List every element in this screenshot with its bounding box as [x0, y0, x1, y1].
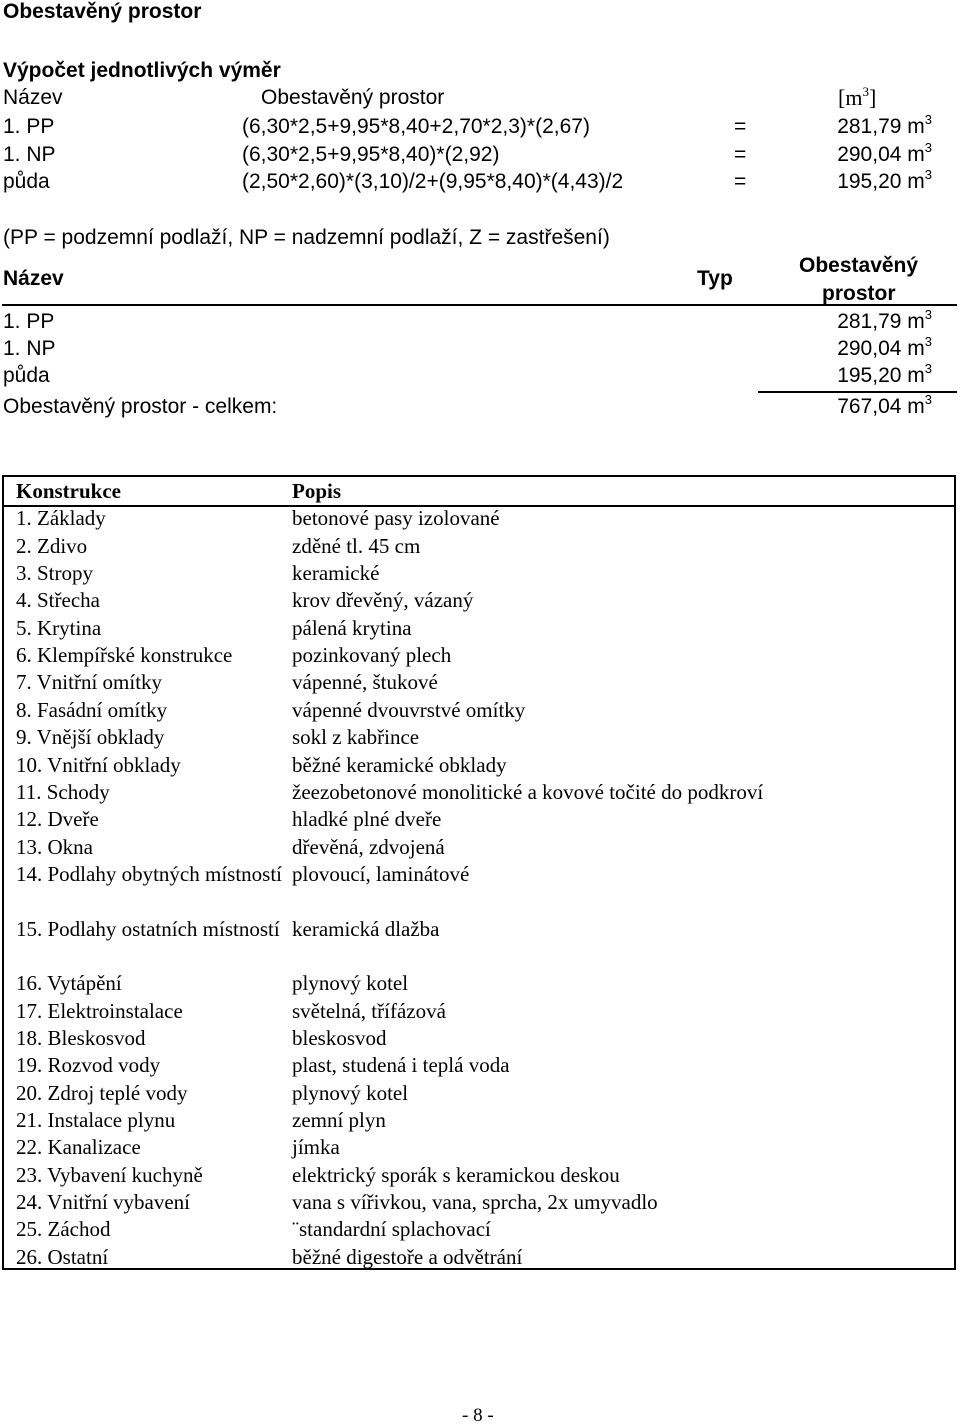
summary-col-volume-line2: prostor — [822, 282, 896, 305]
construction-description: světelná, třífázová — [292, 998, 446, 1023]
summary-header-divider — [2, 304, 957, 306]
summary-total-value: 767,04 $m^3$ — [837, 392, 932, 418]
page-title: Obestavěný prostor — [3, 0, 202, 23]
construction-description: vápenné, štukové — [292, 670, 438, 695]
calc-legend: (PP = podzemní podlaží, NP = nadzemní podlaží, Z = zastřešení) — [3, 226, 610, 249]
construction-name: 18. Bleskosvod — [16, 1026, 146, 1050]
construction-description: žeezobetonové monolitické a kovové točité do podkroví — [292, 779, 764, 804]
construction-name: 7. Vnitřní omítky — [16, 670, 163, 695]
construction-name: 8. Fasádní omítky — [16, 697, 168, 722]
construction-description: plast, studená i teplá voda — [292, 1053, 510, 1078]
construction-description: plynový kotel — [292, 1080, 409, 1105]
construction-description: běžné keramické obklady — [292, 752, 507, 777]
construction-name: 11. Schody — [16, 779, 110, 804]
construction-description: vana s vířivkou, vana, sprcha, 2x umyvadlo — [292, 1190, 658, 1215]
calc-row-value: 281,79 $m^3$ — [837, 112, 932, 138]
description-col-header: Popis — [292, 479, 342, 503]
construction-name: 2. Zdivo — [16, 533, 88, 558]
construction-name: 26. Ostatní — [16, 1244, 109, 1269]
construction-name: 1. Základy — [16, 506, 106, 531]
calc-row-equals: = — [734, 170, 747, 193]
calc-unit-header: $[m^3]$ — [838, 84, 877, 110]
summary-col-type: Typ — [697, 267, 733, 290]
summary-row-name: 1. NP — [3, 337, 56, 360]
construction-name: 12. Dveře — [16, 807, 99, 832]
construction-name: 24. Vnitřní vybavení — [16, 1190, 191, 1215]
construction-name: 14. Podlahy obytných místností — [16, 861, 283, 886]
construction-name: 17. Elektroinstalace — [16, 998, 183, 1023]
construction-name: 23. Vybavení kuchyně — [16, 1162, 203, 1187]
construction-name: 6. Klempířské konstrukce — [16, 643, 233, 668]
construction-description: krov dřevěný, vázaný — [292, 588, 474, 613]
calc-row-formula: (6,30*2,5+9,95*8,40)*(2,92) — [242, 143, 500, 166]
construction-name: 22. Kanalizace — [16, 1135, 141, 1160]
construction-description: jímka — [292, 1135, 340, 1160]
summary-row-value: 281,79 $m^3$ — [837, 307, 932, 333]
construction-name: 4. Střecha — [16, 588, 100, 613]
construction-description: pálená krytina — [292, 615, 412, 640]
summary-row-name: 1. PP — [3, 310, 55, 333]
construction-col-header: Konstrukce — [16, 479, 121, 503]
calc-row-equals: = — [734, 143, 747, 166]
calc-heading: Výpočet jednotlivých výměr — [3, 59, 281, 82]
calc-row-name: půda — [3, 170, 50, 193]
construction-description: hladké plné dveře — [292, 807, 442, 832]
construction-name: 5. Krytina — [16, 615, 102, 640]
calc-row-equals: = — [734, 115, 747, 138]
construction-name: 15. Podlahy ostatních místností — [16, 916, 280, 941]
construction-name: 16. Vytápění — [16, 971, 122, 996]
calc-col-name: Název — [3, 86, 63, 109]
construction-description: plynový kotel — [292, 971, 409, 996]
summary-col-name: Název — [3, 267, 64, 290]
construction-table — [2, 475, 956, 1270]
construction-description: dřevěná, zdvojená — [292, 834, 445, 859]
summary-row-value: 290,04 $m^3$ — [837, 334, 932, 360]
calc-row-value: 195,20 $m^3$ — [837, 167, 932, 193]
summary-col-volume-line1: Obestavěný — [799, 254, 919, 277]
construction-description: betonové pasy izolované — [292, 506, 500, 531]
construction-description: pozinkovaný plech — [292, 643, 452, 668]
construction-description: ¨standardní splachovací — [292, 1217, 491, 1242]
calc-row-formula: (2,50*2,60)*(3,10)/2+(9,95*8,40)*(4,43)/2 — [242, 170, 624, 193]
construction-name: 20. Zdroj teplé vody — [16, 1080, 188, 1105]
construction-description: vápenné dvouvrstvé omítky — [292, 697, 526, 722]
summary-row-value: 195,20 $m^3$ — [837, 361, 932, 387]
construction-name: 13. Okna — [16, 834, 93, 859]
summary-total-label: Obestavěný prostor - celkem: — [3, 395, 278, 418]
construction-name: 21. Instalace plynu — [16, 1108, 176, 1133]
calc-row-name: 1. NP — [3, 143, 56, 166]
calc-row-name: 1. PP — [3, 115, 55, 138]
construction-description: bleskosvod — [292, 1026, 387, 1050]
summary-row-name: půda — [3, 364, 50, 387]
calc-row-value: 290,04 $m^3$ — [837, 140, 932, 166]
calc-row-formula: (6,30*2,5+9,95*8,40+2,70*2,3)*(2,67) — [242, 115, 590, 138]
construction-description: běžné digestoře a odvětrání — [292, 1244, 523, 1269]
construction-description: keramické — [292, 561, 380, 586]
construction-description: zděné tl. 45 cm — [292, 533, 421, 558]
construction-description: elektrický sporák s keramickou deskou — [292, 1162, 620, 1187]
construction-name: 25. Záchod — [16, 1217, 111, 1242]
calc-col-formula: Obestavěný prostor — [261, 86, 445, 109]
construction-name: 9. Vnější obklady — [16, 725, 165, 750]
construction-description: zemní plyn — [292, 1108, 386, 1133]
construction-name: 10. Vnitřní obklady — [16, 752, 181, 777]
construction-description: keramická dlažba — [292, 916, 440, 941]
construction-description: plovoucí, laminátové — [292, 861, 470, 886]
construction-description: sokl z kabřince — [292, 725, 420, 750]
construction-name: 19. Rozvod vody — [16, 1053, 161, 1078]
page-number: - 8 - — [462, 1405, 494, 1426]
construction-name: 3. Stropy — [16, 561, 94, 586]
